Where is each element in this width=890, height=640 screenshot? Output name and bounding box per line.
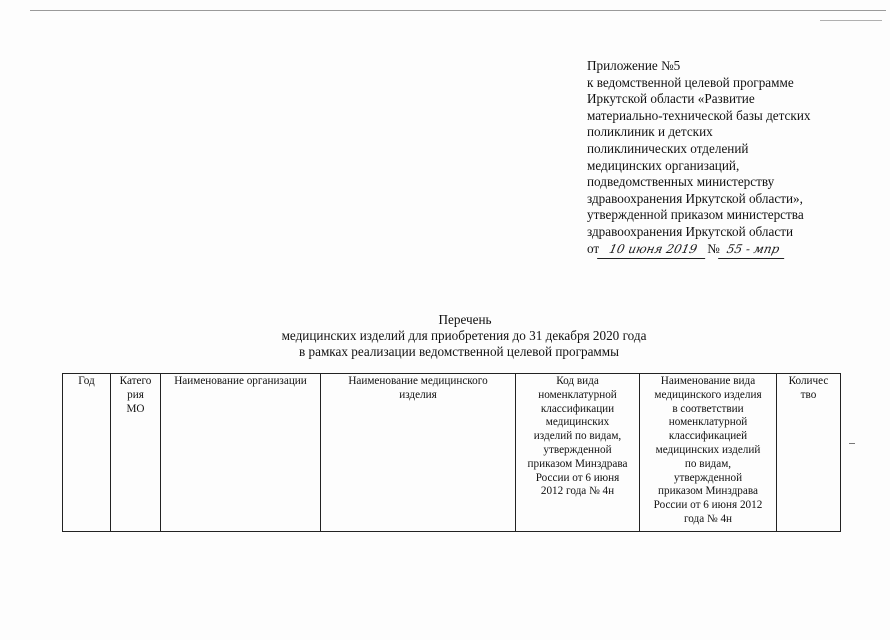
header-quantity: [777, 374, 841, 532]
header-category: [111, 374, 161, 532]
title-line: медицинских изделий для приобретения до 31 декабря 2020 года: [281, 328, 647, 343]
appendix-line: к ведомственной целевой программе: [587, 74, 794, 90]
order-date-number-line: [587, 241, 857, 259]
handwritten-date: 10 июня 2019: [597, 241, 709, 259]
scan-border-line-short: [820, 20, 882, 21]
title-line: Перечень: [438, 312, 492, 327]
appendix-line: Иркутской области «Развитие: [587, 91, 755, 107]
handwritten-order-number: 55 - мпр: [718, 241, 788, 259]
header-device-name: [321, 374, 516, 532]
number-symbol: №: [707, 240, 720, 256]
scan-border-line: [30, 10, 886, 11]
header-text: Код вида номенклатурной классификации медицинских изделий по видам, утвержденной приказом Минздрава России от 6 июня 2012 года № 4н: [527, 375, 628, 498]
header-text: Наименование вида медицинского изделия в соответствии номенклатурной классификацией медицинских изделий по видам, утвержденной приказом Минздрава России от 6 июня 2012 года № 4н: [653, 375, 763, 525]
appendix-line: утвержденной приказом министерства: [587, 207, 804, 223]
header-text: Катего рия МО: [119, 375, 152, 415]
medical-devices-table: [62, 373, 841, 532]
appendix-line: здравоохранения Иркутской области»,: [587, 190, 803, 206]
appendix-line: здравоохранения Иркутской области: [587, 223, 794, 239]
header-text: Количес тво: [788, 375, 829, 401]
header-text: Наименование медицинского изделия: [348, 375, 488, 401]
appendix-line: поликлинических отделений: [587, 140, 749, 156]
document-title: [0, 312, 890, 360]
appendix-line: Приложение №5: [587, 58, 681, 73]
appendix-line: материально-технической базы детских: [587, 107, 811, 123]
table-header-row: [63, 374, 841, 532]
scan-mark: [849, 443, 855, 444]
appendix-line: медицинских организаций,: [587, 157, 740, 173]
header-text: Наименование организации: [174, 375, 307, 387]
header-organization: [161, 374, 321, 532]
appendix-line: подведомственных министерству: [587, 174, 775, 190]
title-line: в рамках реализации ведомственной целевой программы: [298, 344, 619, 359]
appendix-block: [587, 58, 857, 258]
header-type-code: [516, 374, 640, 532]
header-type-name: [640, 374, 777, 532]
header-year: [63, 374, 111, 532]
from-prefix: от: [587, 240, 600, 256]
appendix-line: поликлиник и детских: [587, 124, 713, 140]
header-text: Год: [78, 375, 95, 387]
